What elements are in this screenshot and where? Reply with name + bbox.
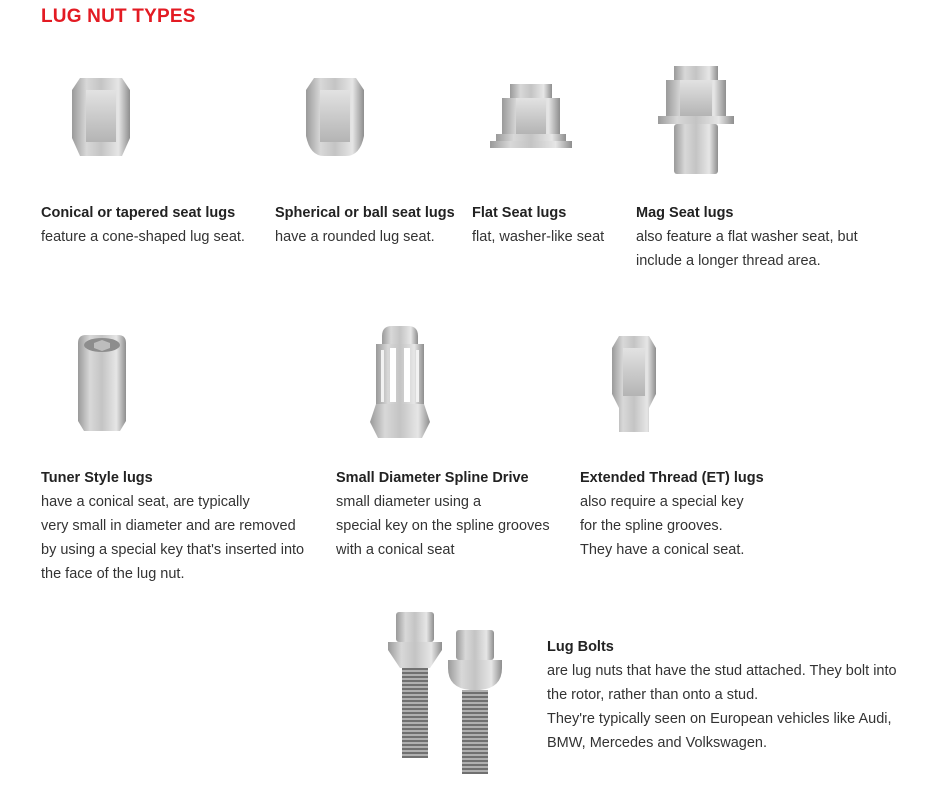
spline-drive-lug-nut-icon [368, 326, 432, 440]
type-description: have a rounded lug seat. [275, 229, 435, 245]
type-name: Small Diameter Spline Drive [336, 470, 529, 486]
type-description: with a conical seat [336, 542, 455, 558]
type-name: Flat Seat lugs [472, 205, 567, 221]
type-description: have a conical seat, are typically [41, 494, 250, 510]
type-description: They have a conical seat. [580, 542, 745, 558]
type-description: BMW, Mercedes and Volkswagen. [547, 735, 768, 751]
type-description: feature a cone-shaped lug seat. [41, 229, 245, 245]
type-description: the rotor, rather than onto a stud. [547, 687, 759, 703]
type-description: include a longer thread area. [636, 253, 821, 269]
type-description: special key on the spline grooves [336, 518, 550, 534]
type-name: Lug Bolts [547, 639, 614, 655]
type-name: Tuner Style lugs [41, 470, 153, 486]
conical-lug-nut-icon [70, 78, 132, 158]
type-description: for the spline grooves. [580, 518, 723, 534]
type-description: They're typically seen on European vehicles like Audi, [547, 711, 892, 727]
tuner-lug-nut-icon [76, 333, 128, 433]
page-title: LUG NUT TYPES [41, 6, 196, 27]
type-description: are lug nuts that have the stud attached. They bolt into [547, 663, 897, 679]
type-description: very small in diameter and are removed [41, 518, 296, 534]
type-name: Spherical or ball seat lugs [275, 205, 455, 221]
type-name: Extended Thread (ET) lugs [580, 470, 764, 486]
type-description: the face of the lug nut. [41, 566, 185, 582]
type-name: Mag Seat lugs [636, 205, 734, 221]
type-description: also feature a flat washer seat, but [636, 229, 858, 245]
type-description: also require a special key [580, 494, 744, 510]
type-name: Conical or tapered seat lugs [41, 205, 236, 221]
type-description: by using a special key that's inserted into [41, 542, 305, 558]
spherical-lug-nut-icon [304, 78, 366, 158]
flat-seat-lug-nut-icon [490, 84, 572, 150]
mag-seat-lug-nut-icon [658, 66, 734, 176]
lug-bolts-icon [386, 612, 504, 776]
type-description: small diameter using a [336, 494, 482, 510]
extended-thread-lug-nut-icon [611, 336, 657, 434]
type-description: flat, washer-like seat [472, 229, 605, 245]
